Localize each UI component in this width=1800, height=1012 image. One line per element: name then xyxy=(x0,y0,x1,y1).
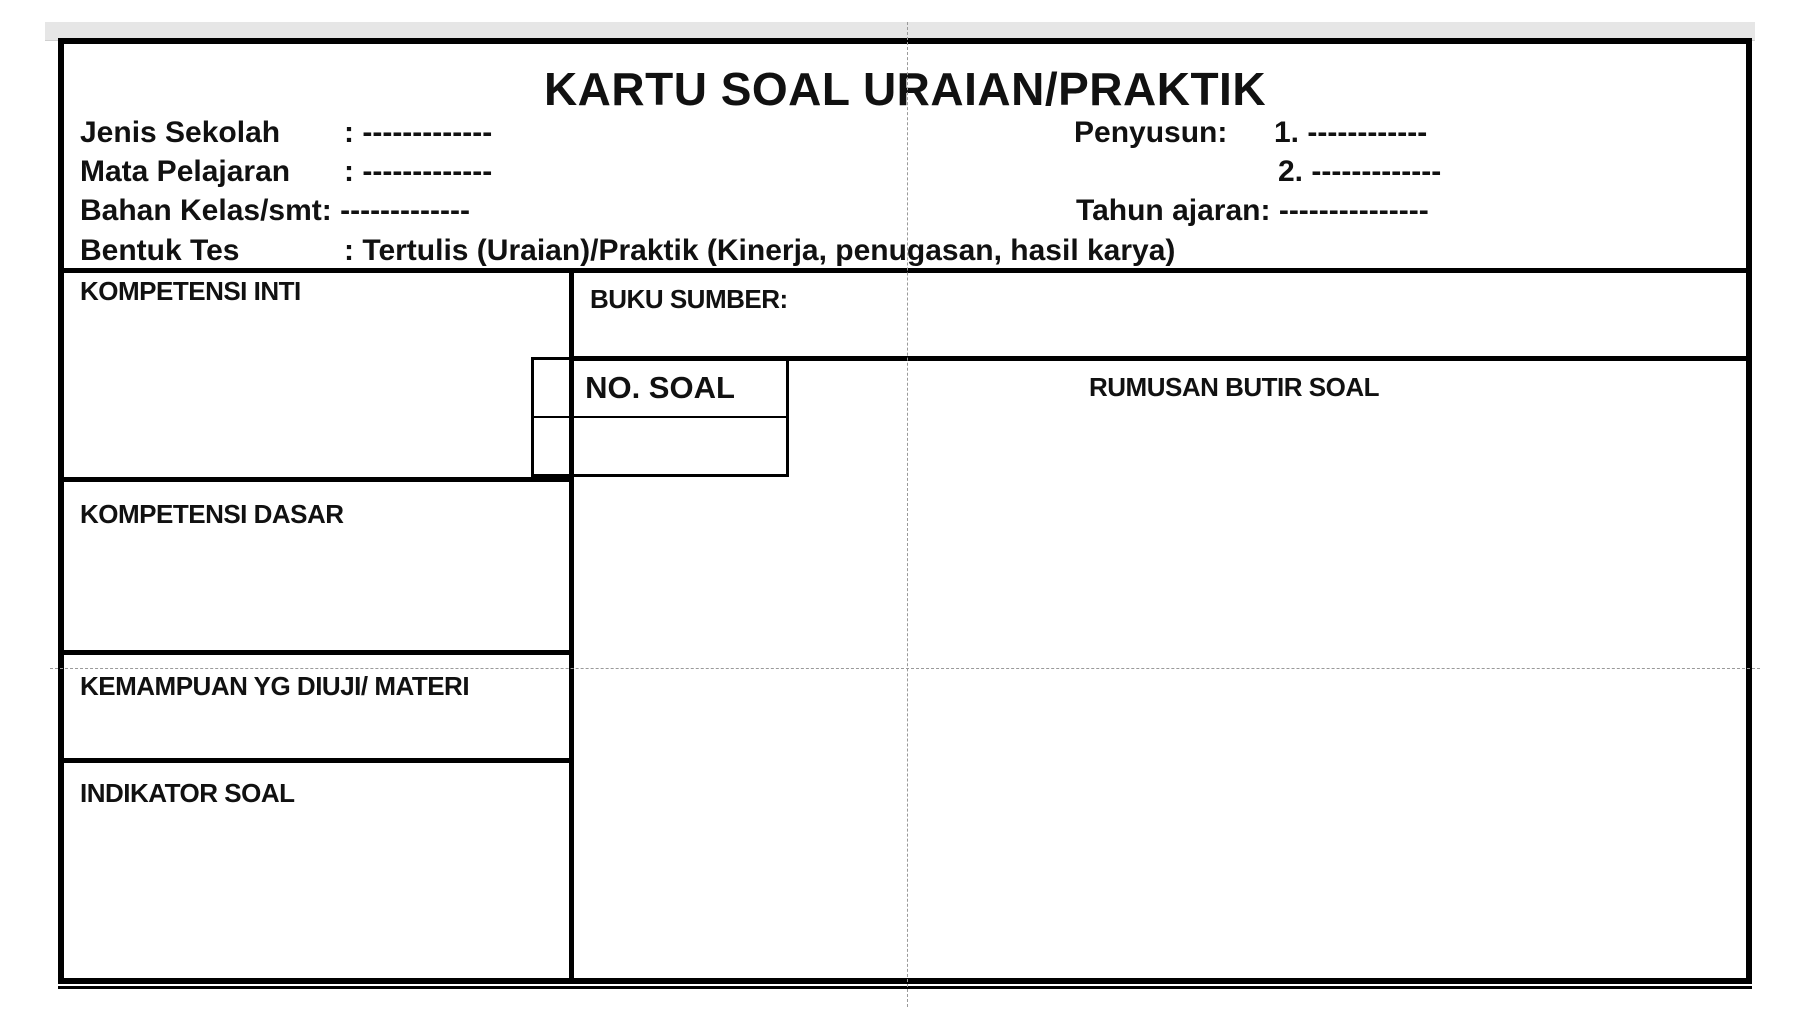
tahun-ajaran-value: --------------- xyxy=(1278,194,1429,227)
info-label: Jenis Sekolah xyxy=(80,116,281,149)
no-soal-value xyxy=(534,418,786,474)
info-label: Mata Pelajaran xyxy=(80,155,291,188)
tahun-ajaran-label: Tahun ajaran: xyxy=(1076,194,1271,227)
info-label: Bentuk Tes xyxy=(80,234,240,267)
divider-kd-kemampuan xyxy=(64,650,571,655)
info-value: ------------- xyxy=(362,116,493,149)
section-kompetensi-inti: KOMPETENSI INTI xyxy=(80,276,301,306)
penyusun-num-2: 2. xyxy=(1278,155,1304,188)
info-penyusun-2 xyxy=(1278,155,1441,189)
info-bahan-kelas xyxy=(80,194,470,228)
divider-kemampuan-indikator xyxy=(64,758,571,763)
section-rumusan-butir-soal: RUMUSAN BUTIR SOAL xyxy=(1089,372,1379,402)
section-kemampuan-diuji: KEMAMPUAN YG DIUJI/ MATERI xyxy=(80,671,470,701)
info-value: ------------- xyxy=(362,155,493,188)
info-mata-pelajaran xyxy=(80,155,492,189)
info-bentuk-tes xyxy=(80,234,1175,268)
penyusun-label: Penyusun: xyxy=(1074,116,1228,149)
horizontal-guide-line xyxy=(50,668,1760,669)
penyusun-num-1: 1. xyxy=(1274,116,1300,149)
kartu-soal-card xyxy=(58,38,1752,984)
no-soal-label: NO. SOAL xyxy=(534,360,786,418)
vertical-guide-line xyxy=(907,22,908,1007)
header-divider xyxy=(64,268,1746,273)
info-penyusun-1 xyxy=(1074,116,1427,150)
info-label: Bahan Kelas/smt: xyxy=(80,194,332,227)
divider-ki-kd xyxy=(64,477,571,482)
penyusun-value-1: ------------ xyxy=(1307,116,1428,149)
info-separator: : xyxy=(344,116,354,149)
penyusun-value-2: ------------- xyxy=(1311,155,1442,188)
bottom-rule xyxy=(58,986,1752,989)
info-separator: : xyxy=(344,234,354,267)
section-kompetensi-dasar: KOMPETENSI DASAR xyxy=(80,499,344,529)
info-separator: : xyxy=(344,155,354,188)
info-value: ------------- xyxy=(340,194,470,227)
info-value: Tertulis (Uraian)/Praktik (Kinerja, penugasan, hasil karya) xyxy=(362,234,1176,267)
info-jenis-sekolah xyxy=(80,116,492,150)
info-tahun-ajaran xyxy=(1076,194,1429,228)
section-buku-sumber: BUKU SUMBER: xyxy=(590,284,788,314)
section-indikator-soal: INDIKATOR SOAL xyxy=(80,778,295,808)
no-soal-box xyxy=(531,357,789,477)
card-title: KARTU SOAL URAIAN/PRAKTIK xyxy=(543,63,1267,115)
